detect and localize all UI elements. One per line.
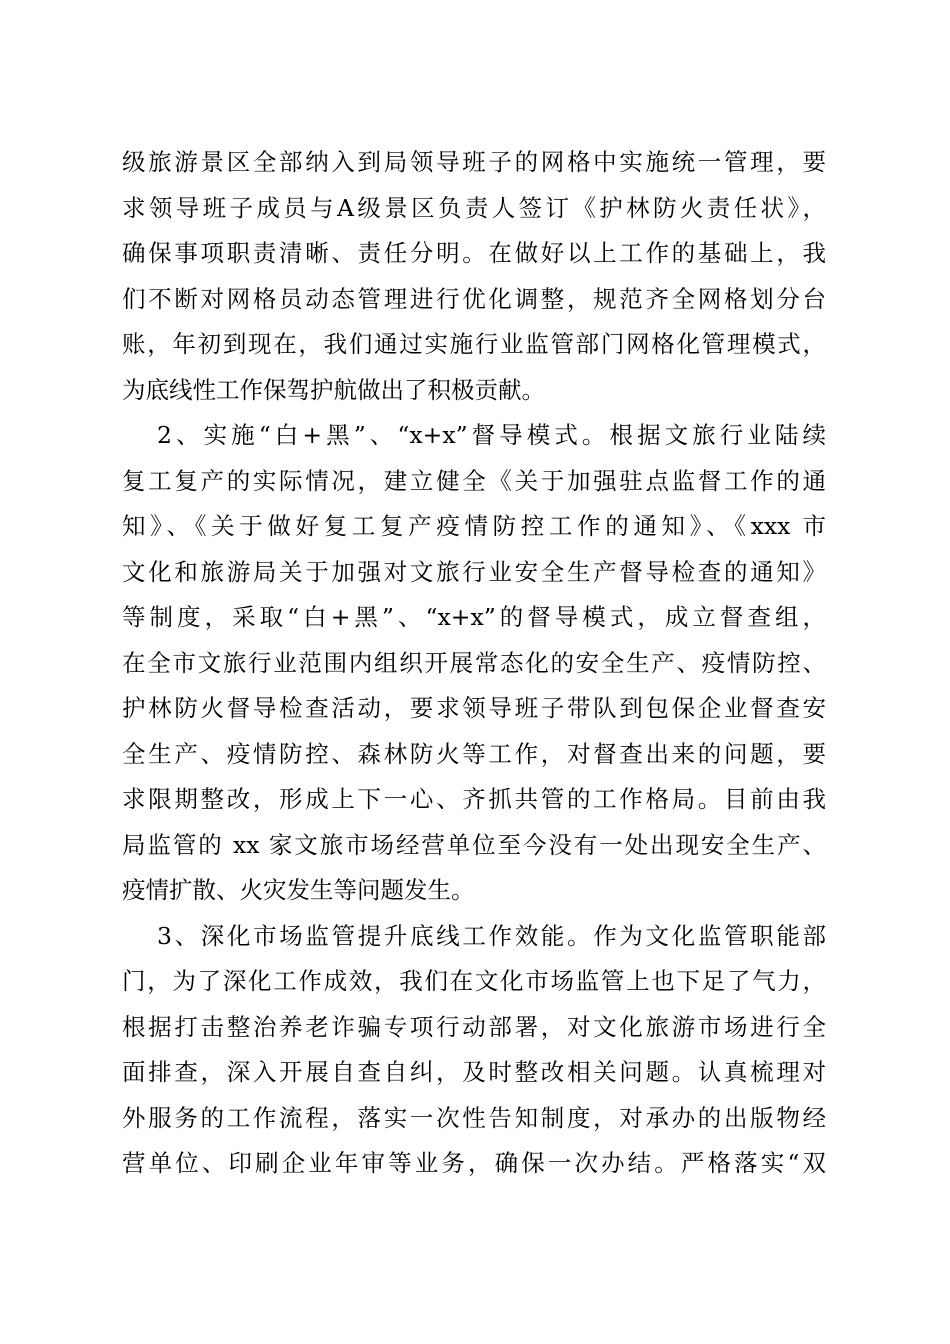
text-line: 账，年初到现在，我们通过实施行业监管部门网格化管理模式，: [122, 330, 826, 358]
text-line: 在全市文旅行业范围内组织开展常态化的安全生产、疫情防控、: [122, 648, 826, 677]
paragraph-1: [122, 140, 826, 413]
text-line: 3、深化市场监管提升底线工作效能。作为文化监管职能部: [157, 921, 826, 950]
text-line: 们不断对网格员动态管理进行优化调整，规范齐全网格划分台: [122, 284, 826, 313]
paragraph-2: [122, 413, 826, 914]
text-line: 求限期整改，形成上下一心、齐抓共管的工作格局。目前由我: [122, 785, 826, 813]
text-line: 护林防火督导检查活动，要求领导班子带队到包保企业督查安: [122, 694, 826, 722]
text-line: 为底线性工作保驾护航做出了积极贡献。: [122, 375, 545, 404]
text-line: 全生产、疫情防控、森林防火等工作，对督查出来的问题，要: [122, 739, 826, 768]
paragraph-3: [122, 914, 826, 1187]
text-line: 复工复产的实际情况，建立健全《关于加强驻点监督工作的通: [122, 466, 826, 495]
text-line: 2、实施“白+黑”、“x+x”督导模式。根据文旅行业陆续: [157, 421, 826, 449]
text-line: 局监管的 xx 家文旅市场经营单位至今没有一处出现安全生产、: [122, 830, 826, 859]
text-line: 级旅游景区全部纳入到局领导班子的网格中实施统一管理，要: [122, 148, 826, 176]
text-line: 文化和旅游局关于加强对文旅行业安全生产督导检查的通知》: [122, 557, 826, 586]
text-line: 营单位、印刷企业年审等业务，确保一次办结。严格落实“双: [122, 1149, 826, 1177]
text-line: 求领导班子成员与A级景区负责人签订《护林防火责任状》，: [122, 193, 826, 222]
text-line: 面排查，深入开展自查自纠，及时整改相关问题。认真梳理对: [122, 1058, 826, 1086]
text-line: 门，为了深化工作成效，我们在文化市场监管上也下足了气力，: [122, 967, 826, 995]
document-page: [122, 140, 826, 1187]
text-line: 确保事项职责清晰、责任分明。在做好以上工作的基础上，我: [122, 239, 826, 267]
text-line: 知》、《关于做好复工复产疫情防控工作的通知》、《xxx 市: [122, 512, 826, 540]
text-line: 等制度，采取“白+黑”、“x+x”的督导模式，成立督查组，: [122, 603, 826, 631]
text-line: 疫情扩散、火灾发生等问题发生。: [122, 876, 475, 904]
text-line: 外服务的工作流程，落实一次性告知制度，对承办的出版物经: [122, 1103, 826, 1132]
text-line: 根据打击整治养老诈骗专项行动部署，对文化旅游市场进行全: [122, 1012, 826, 1041]
